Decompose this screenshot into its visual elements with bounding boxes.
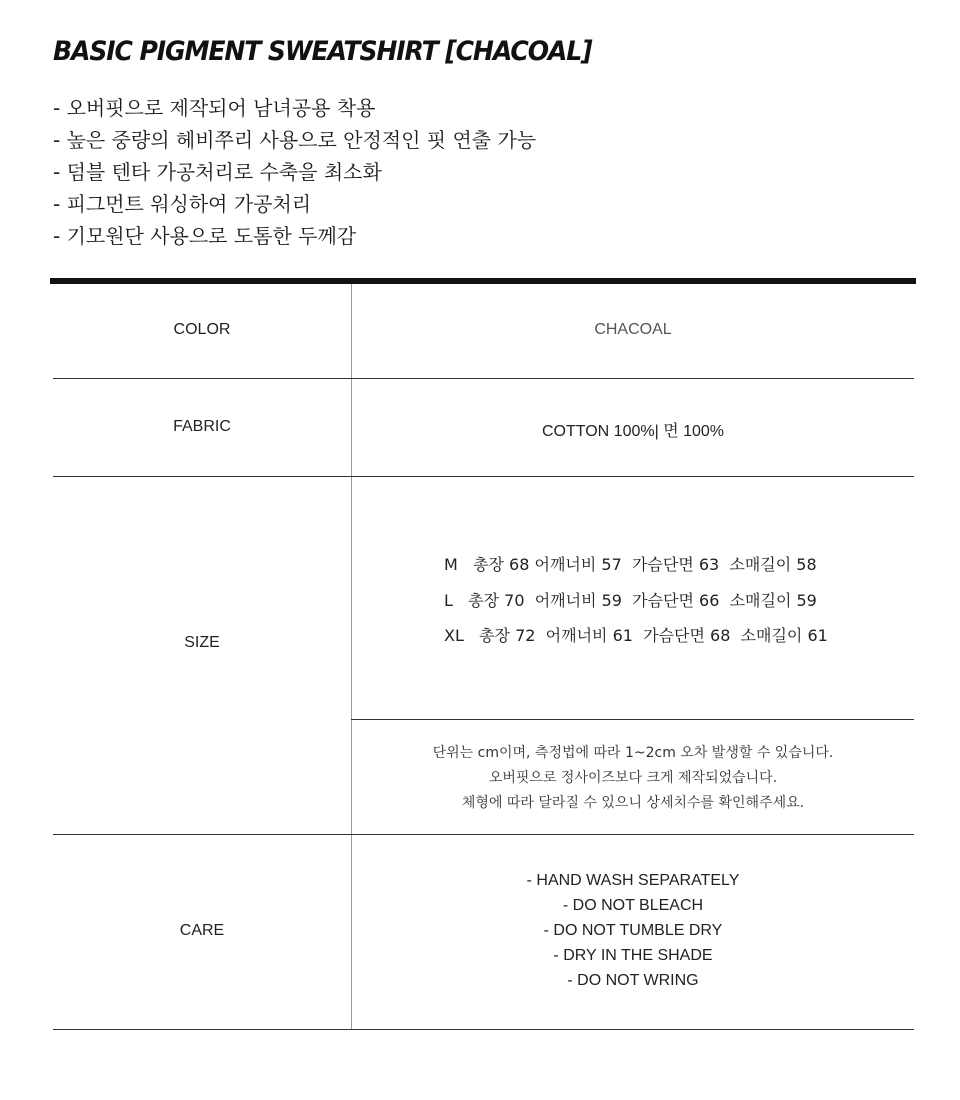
color-label: COLOR [173, 321, 231, 338]
feature-item: - 오버핏으로 제작되어 남녀공용 착용 [53, 96, 376, 120]
table-bottom-border [53, 1029, 914, 1030]
care-instruction: - HAND WASH SEPARATELY [526, 872, 740, 889]
size-note: 체형에 따라 달라질 수 있으니 상세치수를 확인해주세요. [461, 795, 805, 811]
row-divider [53, 834, 914, 835]
feature-item: - 기모원단 사용으로 도톰한 두께감 [53, 224, 357, 248]
care-instruction: - DO NOT BLEACH [562, 897, 704, 914]
care-label: CARE [179, 922, 225, 939]
size-row-l: L 총장 70 어깨너비 59 가슴단면 66 소매길이 59 [444, 591, 817, 610]
size-row-m: M 총장 68 어깨너비 57 가슴단면 63 소매길이 58 [444, 555, 817, 574]
feature-list [53, 92, 536, 252]
table-top-border [50, 278, 916, 284]
column-divider [351, 284, 352, 1030]
feature-item: - 덤블 텐타 가공처리로 수축을 최소화 [53, 160, 382, 184]
size-note: 오버핏으로 정사이즈보다 크게 제작되었습니다. [488, 770, 778, 786]
feature-item: - 피그먼트 워싱하여 가공처리 [53, 192, 312, 216]
size-notes-divider [351, 719, 914, 720]
row-divider [53, 476, 914, 477]
care-instruction: - DO NOT TUMBLE DRY [543, 922, 723, 939]
care-instruction: - DRY IN THE SHADE [553, 947, 713, 964]
color-value: CHACOAL [594, 321, 672, 338]
product-title: BASIC PIGMENT SWEATSHIRT [CHACOAL] [53, 36, 592, 67]
fabric-value: COTTON 100%| 면 100% [541, 423, 725, 440]
feature-item: - 높은 중량의 헤비쭈리 사용으로 안정적인 핏 연출 가능 [53, 128, 537, 152]
row-divider [53, 378, 914, 379]
size-note: 단위는 cm이며, 측정법에 따라 1~2cm 오차 발생할 수 있습니다. [432, 745, 834, 761]
size-row-xl: XL 총장 72 어깨너비 61 가슴단면 68 소매길이 61 [444, 626, 828, 645]
size-label: SIZE [184, 634, 220, 651]
care-instruction: - DO NOT WRING [567, 972, 699, 989]
fabric-label: FABRIC [173, 418, 231, 435]
